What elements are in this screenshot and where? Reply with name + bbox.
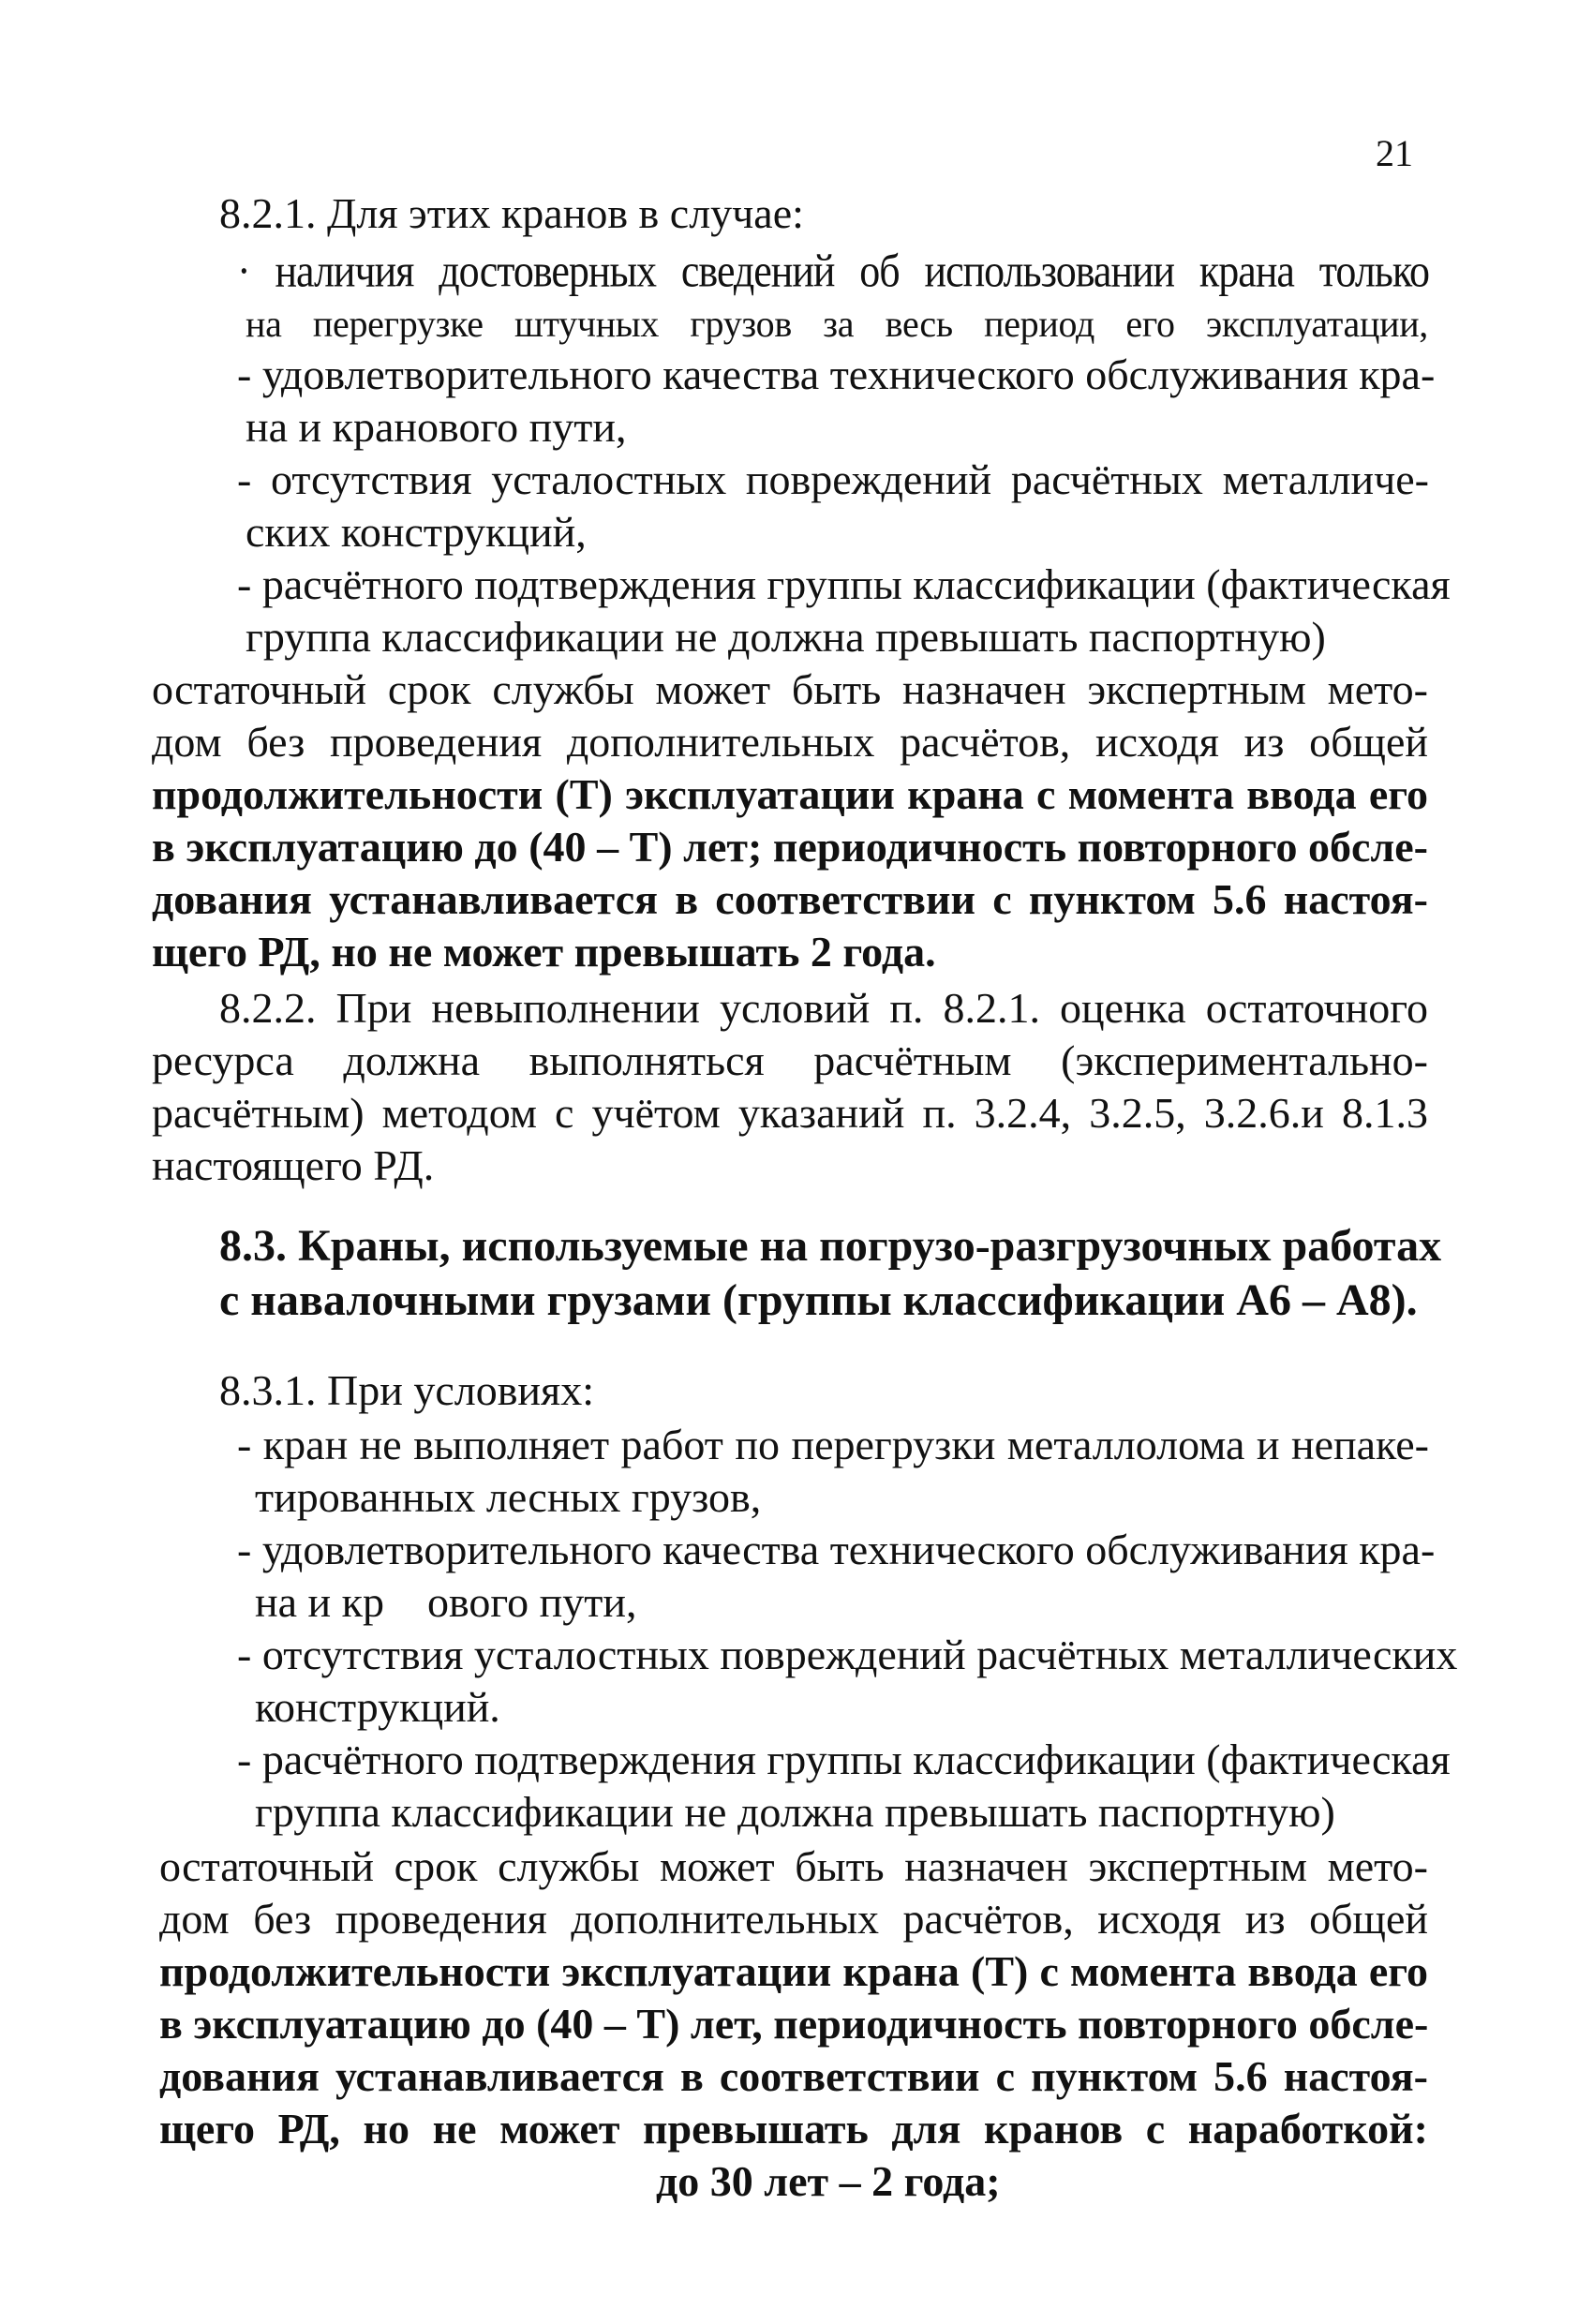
section-8-3-heading-line-2: с навалочными грузами (группы классификации А6 – А8). [219,1275,1418,1325]
clause-8-2-1-item-2-line-2: на и кранового пути, [246,403,627,451]
section-8-3-heading-line-1: 8.3. Краны, используемые на погрузо-разгрузочных работах [219,1221,1442,1271]
clause-8-2-1-conclusion-line-1: остаточный срок службы может быть назначен экспертным мето- [152,665,1428,713]
clause-8-3-1-conclusion-line-5: дования устанавливается в соответствии с пунктом 5.6 настоя- [159,2052,1428,2100]
clause-8-3-1-item-2-line-1: - удовлетворительного качества технического обслуживания кра- [237,1526,1436,1573]
clause-8-3-1-service-interval-1: до 30 лет – 2 года; [656,2157,1001,2205]
clause-8-2-2-line-4: настоящего РД. [152,1141,435,1189]
clause-8-2-1-intro: 8.2.1. Для этих кранов в случае: [219,189,804,237]
clause-8-3-1-item-3-line-1: - отсутствия усталостных повреждений расчётных металлических [237,1631,1458,1678]
clause-8-2-1-item-2-line-1: - удовлетворительного качества технического обслуживания кра- [237,350,1436,398]
clause-8-3-1-intro: 8.3.1. При условиях: [219,1366,594,1414]
clause-8-3-1-conclusion-line-3: продолжительности эксплуатации крана (Т) с момента ввода его [159,1947,1428,1995]
clause-8-2-1-item-3-line-2: ских конструкций, [246,508,587,556]
clause-8-3-1-item-4-line-1: - расчётного подтверждения группы классификации (фактическая [237,1736,1451,1783]
clause-8-2-1-conclusion-line-4: в эксплуатацию до (40 – Т) лет; периодичность повторного обсле- [152,823,1428,871]
clause-8-3-1-conclusion-line-4: в эксплуатацию до (40 – Т) лет, периодичность повторного обсле- [159,2000,1429,2048]
clause-8-2-1-item-4-line-1: - расчётного подтверждения группы классификации (фактическая [237,560,1451,608]
clause-8-2-1-conclusion-line-3: продолжительности (Т) эксплуатации крана с момента ввода его [152,770,1428,818]
clause-8-2-1-item-1-line-1: · наличия достоверных сведений об использовании крана только [237,246,1429,297]
clause-8-3-1-item-2-line-2: на и кр ового пути, [255,1578,637,1626]
clause-8-2-1-conclusion-line-5: дования устанавливается в соответствии с пунктом 5.6 настоя- [152,875,1428,923]
page-number: 21 [1376,132,1413,174]
clause-8-2-1-item-4-line-2: группа классификации не должна превышать паспортную) [246,613,1326,661]
clause-8-2-2-line-2: ресурса должна выполняться расчётным (экспериментально- [152,1036,1428,1084]
clause-8-3-1-item-1-line-2: тированных лесных грузов, [255,1473,762,1521]
clause-8-3-1-conclusion-line-2: дом без проведения дополнительных расчётов, исходя из общей [159,1895,1428,1943]
clause-8-3-1-item-3-line-2: конструкций. [255,1683,500,1731]
clause-8-3-1-item-4-line-2: группа классификации не должна превышать паспортную) [255,1788,1335,1836]
clause-8-2-2-line-1: 8.2.2. При невыполнении условий п. 8.2.1. оценка остаточного [219,984,1428,1032]
clause-8-3-1-conclusion-line-6: щего РД, но не может превышать для кранов с наработкой: [159,2105,1428,2153]
clause-8-2-1-item-1-line-2: на перегрузке штучных грузов за весь период его эксплуатации, [246,303,1428,345]
clause-8-2-2-line-3: расчётным) методом с учётом указаний п. 3.2.4, 3.2.5, 3.2.6.и 8.1.3 [152,1089,1428,1137]
clause-8-2-1-conclusion-line-6: щего РД, но не может превышать 2 года. [152,928,936,976]
clause-8-3-1-item-1-line-1: - кран не выполняет работ по перегрузки металлолома и непаке- [237,1421,1429,1468]
clause-8-2-1-conclusion-line-2: дом без проведения дополнительных расчётов, исходя из общей [152,718,1428,766]
clause-8-2-1-item-3-line-1: - отсутствия усталостных повреждений расчётных металличе- [237,455,1429,503]
clause-8-3-1-conclusion-line-1: остаточный срок службы может быть назначен экспертным мето- [159,1842,1428,1890]
